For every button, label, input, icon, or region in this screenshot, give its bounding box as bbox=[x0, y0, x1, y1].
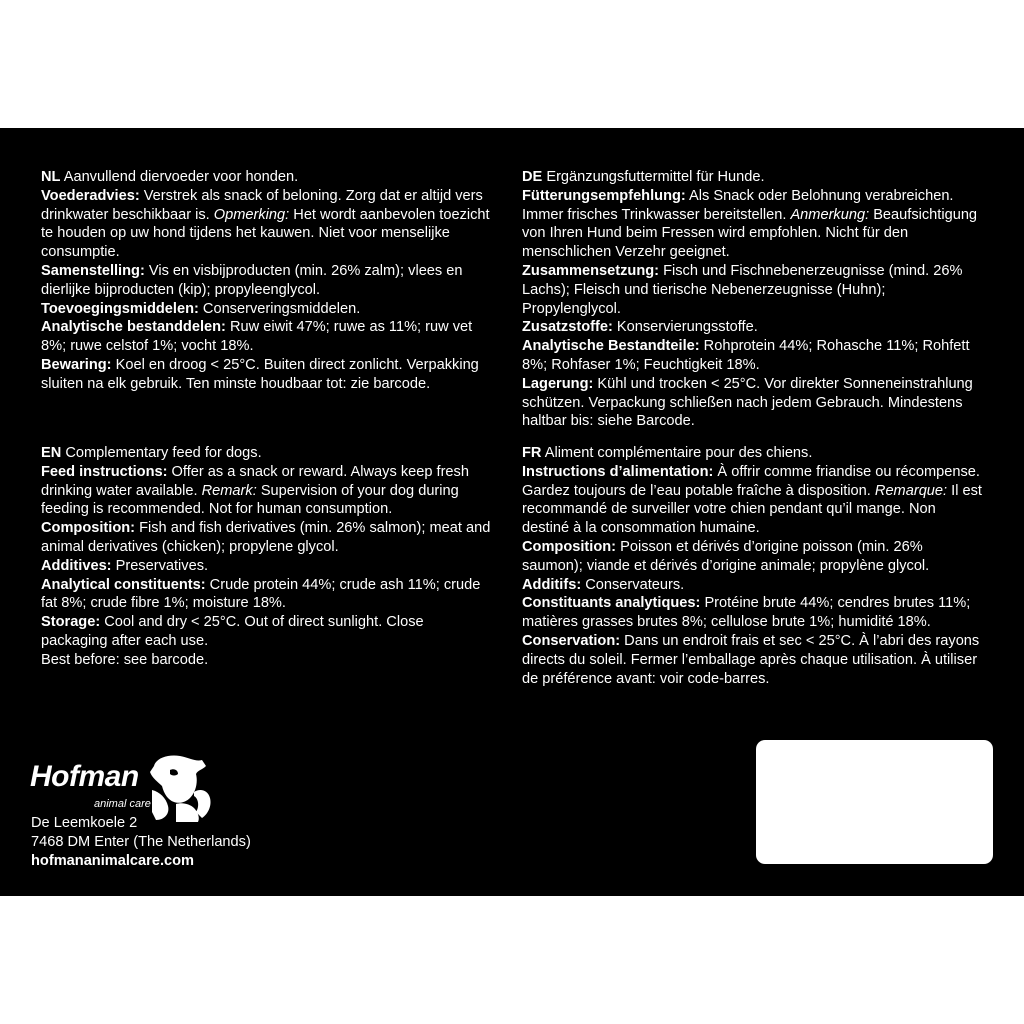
barcode-area bbox=[756, 740, 993, 864]
nl-composition: Samenstelling: Vis en visbijproducten (min. 26% zalm); vlees en dierlijke bijproducten (kip); propyleenglycol. bbox=[41, 262, 463, 298]
nl-storage: Bewaring: Koel en droog < 25°C. Buiten direct zonlicht. Verpakking sluiten na elk gebruik. Ten minste houdbaar tot: zie barcode. bbox=[41, 356, 479, 392]
section-nl bbox=[41, 168, 493, 394]
address-street: De Leemkoele 2 bbox=[31, 815, 138, 831]
fr-additives: Additifs: Conservateurs. bbox=[522, 576, 685, 593]
company-address bbox=[31, 814, 251, 870]
de-additives: Zusatzstoffe: Konservierungsstoffe. bbox=[522, 319, 758, 336]
en-composition: Composition: Fish and fish derivatives (min. 26% salmon); meat and animal derivatives (chicken); propylene glycol. bbox=[41, 520, 491, 555]
fr-intro: FR Aliment complémentaire pour des chiens. bbox=[522, 445, 813, 461]
en-lang-code: EN bbox=[41, 445, 62, 461]
en-analytical: Analytical constituents: Crude protein 44%; crude ash 11%; crude fat 8%; crude fibre 1%; moisture 18%. bbox=[41, 576, 481, 612]
cow-calf-icon bbox=[146, 752, 212, 822]
fr-lang-code: FR bbox=[522, 445, 542, 461]
de-composition: Zusammensetzung: Fisch und Fischnebenerzeugnisse (mind. 26% Lachs); Fleisch und tierische Nebenerzeugnisse (Huhn); Propylenglycol. bbox=[522, 262, 963, 317]
en-feed-instructions: Feed instructions: Offer as a snack or reward. Always keep fresh drinking water available. Remark: Supervision of your dog during feeding is recommended. Not for human consumption. bbox=[41, 463, 469, 518]
fr-storage: Conservation: Dans un endroit frais et sec < 25°C. À l’abri des rayons directs du soleil. Fermer l’emballage après chaque utilisation. À utiliser de préférence avant: voir code-barres. bbox=[522, 632, 980, 687]
fr-analytical: Constituants analytiques: Protéine brute 44%; cendres brutes 11%; matières grasses brutes 8%; cellulose brute 1%; humidité 18%. bbox=[522, 595, 971, 631]
section-de bbox=[522, 168, 984, 431]
en-additives: Additives: Preservatives. bbox=[41, 557, 209, 574]
company-website: hofmananimalcare.com bbox=[31, 852, 195, 869]
en-storage: Storage: Cool and dry < 25°C. Out of direct sunlight. Close packaging after each use. bbox=[41, 614, 424, 649]
de-storage: Lagerung: Kühl und trocken < 25°C. Vor direkter Sonneneinstrahlung schützen. Verpackung schließen nach jedem Gebrauch. Mindestens haltbar bis: siehe Barcode. bbox=[522, 375, 973, 430]
section-fr bbox=[522, 444, 984, 688]
nl-lang-code: NL bbox=[41, 169, 61, 185]
en-best-before: Best before: see barcode. bbox=[41, 651, 209, 668]
brand-name: Hofman bbox=[30, 760, 139, 793]
section-en bbox=[41, 444, 493, 670]
de-intro: DE Ergänzungsfuttermittel für Hunde. bbox=[522, 169, 765, 185]
nl-feed-advice: Voederadvies: Verstrek als snack of beloning. Zorg dat er altijd vers drinkwater beschikbaar is. Opmerking: Het wordt aanbevolen toezicht te houden op uw hond tijdens het kauwen. Niet voor menselijke consumptie. bbox=[41, 187, 490, 261]
de-feed-advice: Fütterungsempfehlung: Als Snack oder Belohnung verabreichen. Immer frisches Trinkwasser bereitstellen. Anmerkung: Beaufsichtigung von Ihren Hund beim Fressen wird empfohlen. Nicht für den menschlichen Verzehr geeignet. bbox=[522, 187, 978, 261]
fr-composition: Composition: Poisson et dérivés d’origine poisson (min. 26% saumon); viande et dérivés d’origine animale; propylène glycol. bbox=[522, 538, 930, 574]
fr-feed-instructions: Instructions d’alimentation: À offrir comme friandise ou récompense. Gardez toujours de l’eau potable fraîche à disposition. Remarque: Il est recommandé de surveiller votre chien pendant qu’il mange. Non destiné à la consommation humaine. bbox=[522, 463, 982, 537]
brand-tagline: animal care bbox=[94, 798, 151, 810]
address-city: 7468 DM Enter (The Netherlands) bbox=[31, 833, 251, 850]
nl-intro: NL Aanvullend diervoeder voor honden. bbox=[41, 169, 299, 185]
de-lang-code: DE bbox=[522, 169, 543, 185]
de-analytical: Analytische Bestandteile: Rohprotein 44%; Rohasche 11%; Rohfett 8%; Rohfaser 1%; Feuchtigkeit 18%. bbox=[522, 338, 970, 373]
en-intro: EN Complementary feed for dogs. bbox=[41, 445, 262, 461]
nl-additives: Toevoegingsmiddelen: Conserveringsmiddelen. bbox=[41, 300, 361, 317]
nl-analytical: Analytische bestanddelen: Ruw eiwit 47%; ruwe as 11%; ruw vet 8%; ruwe celstof 1%; vocht 18%. bbox=[41, 319, 473, 355]
label-panel bbox=[0, 128, 1024, 896]
